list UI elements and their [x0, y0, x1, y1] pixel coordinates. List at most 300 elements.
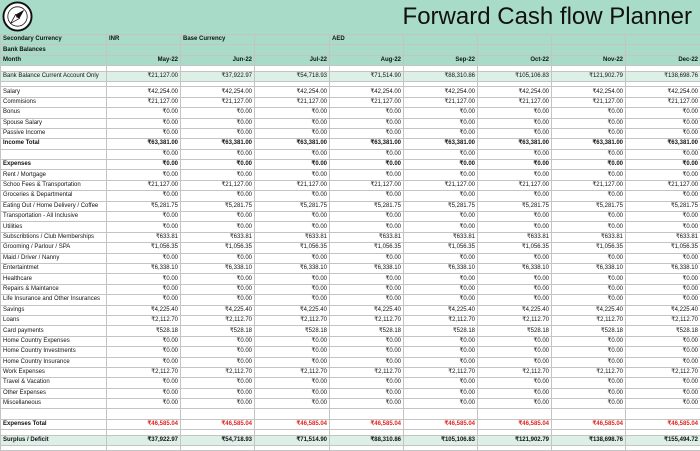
- value-cell[interactable]: ₹0.00: [626, 347, 700, 357]
- value-cell[interactable]: ₹0.00: [552, 128, 626, 138]
- value-cell[interactable]: [255, 35, 330, 45]
- value-cell[interactable]: ₹0.00: [107, 399, 181, 409]
- value-cell[interactable]: Oct-22: [478, 55, 552, 65]
- value-cell[interactable]: ₹0.00: [181, 347, 255, 357]
- value-cell[interactable]: ₹0.00: [107, 295, 181, 305]
- value-cell[interactable]: ₹0.00: [552, 212, 626, 222]
- value-cell[interactable]: ₹2,112.70: [478, 367, 552, 377]
- value-cell[interactable]: ₹105,106.83: [478, 71, 552, 81]
- value-cell[interactable]: ₹0.00: [255, 399, 330, 409]
- row-label-cell[interactable]: Bank Balance Current Account Only: [1, 71, 107, 81]
- row-label-cell[interactable]: [1, 446, 107, 451]
- value-cell[interactable]: ₹6,338.10: [330, 263, 404, 273]
- value-cell[interactable]: ₹0.00: [255, 212, 330, 222]
- value-cell[interactable]: ₹0.00: [626, 170, 700, 180]
- row-label-cell[interactable]: Repairs & Maintance: [1, 284, 107, 294]
- value-cell[interactable]: ₹0.00: [404, 222, 478, 232]
- value-cell[interactable]: ₹63,381.00: [404, 139, 478, 149]
- value-cell[interactable]: ₹0.00: [107, 149, 181, 159]
- value-cell[interactable]: ₹0.00: [404, 378, 478, 388]
- value-cell[interactable]: ₹42,254.00: [181, 87, 255, 97]
- value-cell[interactable]: ₹0.00: [181, 388, 255, 398]
- value-cell[interactable]: ₹528.18: [107, 326, 181, 336]
- row-label-cell[interactable]: Salary: [1, 87, 107, 97]
- value-cell[interactable]: ₹0.00: [404, 274, 478, 284]
- value-cell[interactable]: ₹0.00: [626, 357, 700, 367]
- value-cell[interactable]: ₹0.00: [255, 388, 330, 398]
- value-cell[interactable]: ₹0.00: [181, 378, 255, 388]
- value-cell[interactable]: ₹0.00: [255, 160, 330, 170]
- value-cell[interactable]: ₹0.00: [330, 284, 404, 294]
- value-cell[interactable]: ₹4,225.40: [404, 305, 478, 315]
- value-cell[interactable]: ₹528.18: [330, 326, 404, 336]
- value-cell[interactable]: ₹0.00: [478, 128, 552, 138]
- value-cell[interactable]: ₹0.00: [404, 295, 478, 305]
- value-cell[interactable]: ₹4,225.40: [107, 305, 181, 315]
- value-cell[interactable]: ₹0.00: [107, 170, 181, 180]
- value-cell[interactable]: ₹0.00: [478, 295, 552, 305]
- value-cell[interactable]: ₹0.00: [107, 108, 181, 118]
- value-cell[interactable]: ₹1,056.35: [255, 243, 330, 253]
- value-cell[interactable]: ₹1,056.35: [181, 243, 255, 253]
- value-cell[interactable]: [478, 35, 552, 45]
- value-cell[interactable]: Nov-22: [552, 55, 626, 65]
- value-cell[interactable]: ₹0.00: [181, 128, 255, 138]
- row-label-cell[interactable]: Miscellaneous: [1, 399, 107, 409]
- row-label-cell[interactable]: Bonus: [1, 108, 107, 118]
- value-cell[interactable]: ₹5,281.75: [330, 201, 404, 211]
- value-cell[interactable]: ₹0.00: [107, 388, 181, 398]
- value-cell[interactable]: ₹0.00: [107, 357, 181, 367]
- value-cell[interactable]: ₹5,281.75: [404, 201, 478, 211]
- value-cell[interactable]: ₹46,585.04: [255, 419, 330, 429]
- value-cell[interactable]: [255, 409, 330, 419]
- value-cell[interactable]: ₹0.00: [181, 170, 255, 180]
- value-cell[interactable]: ₹6,338.10: [181, 263, 255, 273]
- value-cell[interactable]: ₹5,281.75: [552, 201, 626, 211]
- value-cell[interactable]: ₹0.00: [330, 347, 404, 357]
- value-cell[interactable]: ₹21,127.00: [626, 180, 700, 190]
- row-label-cell[interactable]: Passive Income: [1, 128, 107, 138]
- value-cell[interactable]: ₹0.00: [626, 149, 700, 159]
- value-cell[interactable]: ₹21,127.00: [330, 97, 404, 107]
- row-label-cell[interactable]: Month: [1, 55, 107, 65]
- value-cell[interactable]: ₹138,698.76: [552, 435, 626, 445]
- value-cell[interactable]: ₹0.00: [478, 212, 552, 222]
- value-cell[interactable]: ₹46,585.04: [107, 419, 181, 429]
- value-cell[interactable]: ₹4,225.40: [330, 305, 404, 315]
- value-cell[interactable]: ₹528.18: [478, 326, 552, 336]
- value-cell[interactable]: ₹0.00: [626, 222, 700, 232]
- value-cell[interactable]: ₹0.00: [552, 347, 626, 357]
- value-cell[interactable]: ₹0.00: [255, 347, 330, 357]
- value-cell[interactable]: [478, 45, 552, 55]
- value-cell[interactable]: ₹2,112.70: [255, 367, 330, 377]
- value-cell[interactable]: ₹0.00: [478, 399, 552, 409]
- value-cell[interactable]: ₹0.00: [404, 388, 478, 398]
- value-cell[interactable]: ₹0.00: [552, 108, 626, 118]
- value-cell[interactable]: ₹105,106.83: [404, 435, 478, 445]
- value-cell[interactable]: ₹528.18: [404, 326, 478, 336]
- value-cell[interactable]: ₹0.00: [181, 108, 255, 118]
- value-cell[interactable]: ₹0.00: [255, 191, 330, 201]
- value-cell[interactable]: ₹21,127.00: [552, 97, 626, 107]
- value-cell[interactable]: ₹0.00: [552, 284, 626, 294]
- value-cell[interactable]: [626, 35, 700, 45]
- value-cell[interactable]: ₹0.00: [107, 378, 181, 388]
- value-cell[interactable]: ₹2,112.70: [404, 367, 478, 377]
- value-cell[interactable]: ₹63,381.00: [626, 139, 700, 149]
- row-label-cell[interactable]: Income Total: [1, 139, 107, 149]
- value-cell[interactable]: ₹21,127.00: [404, 180, 478, 190]
- value-cell[interactable]: ₹633.81: [404, 232, 478, 242]
- value-cell[interactable]: ₹2,112.70: [626, 367, 700, 377]
- value-cell[interactable]: ₹0.00: [478, 388, 552, 398]
- value-cell[interactable]: [404, 35, 478, 45]
- value-cell[interactable]: ₹0.00: [478, 118, 552, 128]
- value-cell[interactable]: ₹2,112.70: [552, 367, 626, 377]
- value-cell[interactable]: ₹0.00: [478, 160, 552, 170]
- value-cell[interactable]: [478, 446, 552, 451]
- value-cell[interactable]: [107, 409, 181, 419]
- value-cell[interactable]: ₹21,127.00: [552, 180, 626, 190]
- value-cell[interactable]: ₹633.81: [552, 232, 626, 242]
- value-cell[interactable]: ₹0.00: [404, 108, 478, 118]
- value-cell[interactable]: ₹0.00: [107, 160, 181, 170]
- value-cell[interactable]: ₹0.00: [478, 274, 552, 284]
- value-cell[interactable]: ₹0.00: [478, 191, 552, 201]
- value-cell[interactable]: ₹0.00: [181, 253, 255, 263]
- value-cell[interactable]: ₹0.00: [626, 253, 700, 263]
- value-cell[interactable]: ₹4,225.40: [552, 305, 626, 315]
- value-cell[interactable]: ₹6,338.10: [552, 263, 626, 273]
- value-cell[interactable]: ₹0.00: [330, 357, 404, 367]
- value-cell[interactable]: ₹4,225.40: [626, 305, 700, 315]
- value-cell[interactable]: ₹0.00: [330, 212, 404, 222]
- value-cell[interactable]: ₹0.00: [181, 149, 255, 159]
- value-cell[interactable]: ₹0.00: [404, 170, 478, 180]
- value-cell[interactable]: ₹0.00: [478, 108, 552, 118]
- value-cell[interactable]: ₹46,585.04: [478, 419, 552, 429]
- value-cell[interactable]: ₹0.00: [181, 222, 255, 232]
- value-cell[interactable]: ₹63,381.00: [552, 139, 626, 149]
- value-cell[interactable]: ₹5,281.75: [626, 201, 700, 211]
- value-cell[interactable]: Base Currency: [181, 35, 255, 45]
- row-label-cell[interactable]: Expenses Total: [1, 419, 107, 429]
- value-cell[interactable]: ₹0.00: [404, 191, 478, 201]
- value-cell[interactable]: ₹42,254.00: [404, 87, 478, 97]
- value-cell[interactable]: ₹0.00: [330, 274, 404, 284]
- value-cell[interactable]: ₹0.00: [330, 378, 404, 388]
- value-cell[interactable]: ₹0.00: [404, 212, 478, 222]
- value-cell[interactable]: ₹4,225.40: [255, 305, 330, 315]
- value-cell[interactable]: ₹2,112.70: [107, 315, 181, 325]
- value-cell[interactable]: ₹4,225.40: [181, 305, 255, 315]
- value-cell[interactable]: ₹1,056.35: [330, 243, 404, 253]
- value-cell[interactable]: ₹0.00: [552, 295, 626, 305]
- value-cell[interactable]: ₹0.00: [552, 399, 626, 409]
- value-cell[interactable]: ₹21,127.00: [255, 180, 330, 190]
- value-cell[interactable]: ₹71,514.90: [255, 435, 330, 445]
- value-cell[interactable]: ₹633.81: [107, 232, 181, 242]
- value-cell[interactable]: ₹6,338.10: [626, 263, 700, 273]
- row-label-cell[interactable]: Life Insurance and Other Insurances: [1, 295, 107, 305]
- value-cell[interactable]: [404, 45, 478, 55]
- value-cell[interactable]: ₹0.00: [552, 149, 626, 159]
- value-cell[interactable]: ₹0.00: [404, 128, 478, 138]
- value-cell[interactable]: [552, 446, 626, 451]
- value-cell[interactable]: ₹42,254.00: [626, 87, 700, 97]
- row-label-cell[interactable]: Expenses: [1, 160, 107, 170]
- value-cell[interactable]: ₹0.00: [181, 191, 255, 201]
- value-cell[interactable]: [552, 45, 626, 55]
- value-cell[interactable]: ₹21,127.00: [107, 180, 181, 190]
- row-label-cell[interactable]: Savings: [1, 305, 107, 315]
- value-cell[interactable]: ₹0.00: [255, 274, 330, 284]
- value-cell[interactable]: Sep-22: [404, 55, 478, 65]
- value-cell[interactable]: ₹5,281.75: [478, 201, 552, 211]
- value-cell[interactable]: ₹0.00: [107, 253, 181, 263]
- value-cell[interactable]: ₹0.00: [404, 118, 478, 128]
- row-label-cell[interactable]: Schoo Fees & Transportation: [1, 180, 107, 190]
- row-label-cell[interactable]: Other Expenses: [1, 388, 107, 398]
- value-cell[interactable]: [626, 446, 700, 451]
- value-cell[interactable]: ₹0.00: [107, 118, 181, 128]
- value-cell[interactable]: ₹633.81: [255, 232, 330, 242]
- value-cell[interactable]: ₹54,718.93: [255, 71, 330, 81]
- value-cell[interactable]: ₹2,112.70: [404, 315, 478, 325]
- value-cell[interactable]: ₹0.00: [552, 118, 626, 128]
- value-cell[interactable]: ₹0.00: [330, 253, 404, 263]
- value-cell[interactable]: ₹0.00: [330, 295, 404, 305]
- row-label-cell[interactable]: Rent / Mortgage: [1, 170, 107, 180]
- value-cell[interactable]: ₹54,718.93: [181, 435, 255, 445]
- value-cell[interactable]: ₹6,338.10: [255, 263, 330, 273]
- value-cell[interactable]: ₹42,254.00: [478, 87, 552, 97]
- value-cell[interactable]: ₹0.00: [330, 118, 404, 128]
- value-cell[interactable]: ₹0.00: [552, 191, 626, 201]
- value-cell[interactable]: [330, 409, 404, 419]
- row-label-cell[interactable]: Home Country Investments: [1, 347, 107, 357]
- value-cell[interactable]: ₹0.00: [552, 253, 626, 263]
- value-cell[interactable]: ₹88,310.86: [330, 435, 404, 445]
- row-label-cell[interactable]: Home Country Insurance: [1, 357, 107, 367]
- value-cell[interactable]: ₹121,902.79: [552, 71, 626, 81]
- row-label-cell[interactable]: Groceries & Departmental: [1, 191, 107, 201]
- value-cell[interactable]: ₹0.00: [255, 118, 330, 128]
- row-label-cell[interactable]: Work Expenses: [1, 367, 107, 377]
- value-cell[interactable]: ₹46,585.04: [330, 419, 404, 429]
- value-cell[interactable]: ₹0.00: [255, 284, 330, 294]
- row-label-cell[interactable]: [1, 149, 107, 159]
- value-cell[interactable]: ₹42,254.00: [255, 87, 330, 97]
- value-cell[interactable]: ₹0.00: [255, 128, 330, 138]
- value-cell[interactable]: ₹4,225.40: [478, 305, 552, 315]
- value-cell[interactable]: ₹0.00: [255, 149, 330, 159]
- row-label-cell[interactable]: Healthcare: [1, 274, 107, 284]
- value-cell[interactable]: [255, 446, 330, 451]
- value-cell[interactable]: Dec-22: [626, 55, 700, 65]
- value-cell[interactable]: ₹0.00: [330, 128, 404, 138]
- value-cell[interactable]: ₹0.00: [626, 160, 700, 170]
- value-cell[interactable]: ₹0.00: [107, 191, 181, 201]
- value-cell[interactable]: ₹0.00: [255, 336, 330, 346]
- value-cell[interactable]: ₹0.00: [181, 336, 255, 346]
- row-label-cell[interactable]: Travel & Vacation: [1, 378, 107, 388]
- value-cell[interactable]: ₹0.00: [181, 284, 255, 294]
- value-cell[interactable]: ₹0.00: [626, 284, 700, 294]
- row-label-cell[interactable]: Secondary Currency: [1, 35, 107, 45]
- value-cell[interactable]: ₹121,902.79: [478, 435, 552, 445]
- value-cell[interactable]: ₹0.00: [107, 284, 181, 294]
- value-cell[interactable]: ₹633.81: [626, 232, 700, 242]
- value-cell[interactable]: ₹0.00: [107, 347, 181, 357]
- row-label-cell[interactable]: Bank Balances: [1, 45, 107, 55]
- value-cell[interactable]: ₹0.00: [404, 357, 478, 367]
- value-cell[interactable]: ₹0.00: [330, 388, 404, 398]
- value-cell[interactable]: ₹88,310.86: [404, 71, 478, 81]
- value-cell[interactable]: ₹0.00: [626, 274, 700, 284]
- value-cell[interactable]: ₹46,585.04: [626, 419, 700, 429]
- value-cell[interactable]: ₹37,922.97: [181, 71, 255, 81]
- value-cell[interactable]: ₹0.00: [478, 357, 552, 367]
- value-cell[interactable]: ₹0.00: [478, 149, 552, 159]
- value-cell[interactable]: ₹5,281.75: [181, 201, 255, 211]
- value-cell[interactable]: May-22: [107, 55, 181, 65]
- value-cell[interactable]: ₹2,112.70: [626, 315, 700, 325]
- value-cell[interactable]: ₹0.00: [478, 336, 552, 346]
- value-cell[interactable]: ₹0.00: [404, 399, 478, 409]
- value-cell[interactable]: ₹0.00: [255, 170, 330, 180]
- value-cell[interactable]: ₹0.00: [255, 222, 330, 232]
- value-cell[interactable]: ₹1,056.35: [552, 243, 626, 253]
- value-cell[interactable]: ₹0.00: [107, 128, 181, 138]
- value-cell[interactable]: ₹1,056.35: [478, 243, 552, 253]
- value-cell[interactable]: ₹0.00: [330, 222, 404, 232]
- value-cell[interactable]: ₹2,112.70: [107, 367, 181, 377]
- value-cell[interactable]: ₹0.00: [626, 212, 700, 222]
- row-label-cell[interactable]: Loans: [1, 315, 107, 325]
- value-cell[interactable]: ₹6,338.10: [478, 263, 552, 273]
- value-cell[interactable]: ₹21,127.00: [404, 97, 478, 107]
- value-cell[interactable]: [255, 45, 330, 55]
- value-cell[interactable]: ₹0.00: [330, 108, 404, 118]
- value-cell[interactable]: ₹0.00: [552, 388, 626, 398]
- value-cell[interactable]: AED: [330, 35, 404, 45]
- value-cell[interactable]: ₹0.00: [181, 118, 255, 128]
- value-cell[interactable]: ₹0.00: [552, 274, 626, 284]
- value-cell[interactable]: ₹0.00: [255, 357, 330, 367]
- value-cell[interactable]: ₹0.00: [107, 222, 181, 232]
- value-cell[interactable]: ₹0.00: [330, 191, 404, 201]
- value-cell[interactable]: ₹0.00: [181, 274, 255, 284]
- value-cell[interactable]: ₹42,254.00: [552, 87, 626, 97]
- value-cell[interactable]: ₹528.18: [255, 326, 330, 336]
- value-cell[interactable]: ₹21,127.00: [107, 71, 181, 81]
- value-cell[interactable]: ₹0.00: [478, 347, 552, 357]
- value-cell[interactable]: [626, 45, 700, 55]
- value-cell[interactable]: Jun-22: [181, 55, 255, 65]
- value-cell[interactable]: ₹0.00: [107, 274, 181, 284]
- value-cell[interactable]: ₹0.00: [478, 253, 552, 263]
- value-cell[interactable]: ₹0.00: [552, 222, 626, 232]
- value-cell[interactable]: ₹63,381.00: [478, 139, 552, 149]
- row-label-cell[interactable]: [1, 409, 107, 419]
- value-cell[interactable]: [330, 446, 404, 451]
- value-cell[interactable]: ₹2,112.70: [330, 315, 404, 325]
- value-cell[interactable]: ₹0.00: [181, 160, 255, 170]
- value-cell[interactable]: [626, 409, 700, 419]
- value-cell[interactable]: ₹6,338.10: [404, 263, 478, 273]
- value-cell[interactable]: ₹2,112.70: [181, 315, 255, 325]
- value-cell[interactable]: ₹0.00: [107, 212, 181, 222]
- row-label-cell[interactable]: Eating Out / Home Delivery / Coffee: [1, 201, 107, 211]
- value-cell[interactable]: ₹528.18: [552, 326, 626, 336]
- value-cell[interactable]: ₹0.00: [404, 284, 478, 294]
- value-cell[interactable]: ₹0.00: [626, 295, 700, 305]
- value-cell[interactable]: ₹5,281.75: [255, 201, 330, 211]
- value-cell[interactable]: ₹63,381.00: [330, 139, 404, 149]
- value-cell[interactable]: ₹0.00: [404, 347, 478, 357]
- value-cell[interactable]: ₹1,056.35: [107, 243, 181, 253]
- value-cell[interactable]: ₹2,112.70: [478, 315, 552, 325]
- value-cell[interactable]: ₹0.00: [626, 128, 700, 138]
- value-cell[interactable]: ₹63,381.00: [181, 139, 255, 149]
- value-cell[interactable]: [404, 446, 478, 451]
- value-cell[interactable]: ₹2,112.70: [330, 367, 404, 377]
- value-cell[interactable]: ₹0.00: [478, 378, 552, 388]
- value-cell[interactable]: ₹0.00: [181, 212, 255, 222]
- value-cell[interactable]: ₹0.00: [552, 378, 626, 388]
- value-cell[interactable]: [107, 45, 181, 55]
- value-cell[interactable]: ₹21,127.00: [255, 97, 330, 107]
- value-cell[interactable]: ₹21,127.00: [330, 180, 404, 190]
- value-cell[interactable]: ₹21,127.00: [478, 97, 552, 107]
- value-cell[interactable]: ₹5,281.75: [107, 201, 181, 211]
- value-cell[interactable]: ₹6,338.10: [107, 263, 181, 273]
- value-cell[interactable]: ₹0.00: [404, 160, 478, 170]
- value-cell[interactable]: ₹42,254.00: [330, 87, 404, 97]
- value-cell[interactable]: ₹0.00: [330, 170, 404, 180]
- value-cell[interactable]: ₹0.00: [330, 336, 404, 346]
- value-cell[interactable]: ₹155,494.72: [626, 435, 700, 445]
- value-cell[interactable]: ₹2,112.70: [552, 315, 626, 325]
- value-cell[interactable]: ₹2,112.70: [255, 315, 330, 325]
- row-label-cell[interactable]: Transportation - All Inclusive: [1, 212, 107, 222]
- row-label-cell[interactable]: Surplus / Deficit: [1, 435, 107, 445]
- value-cell[interactable]: ₹1,056.35: [404, 243, 478, 253]
- row-label-cell[interactable]: Grooming / Parlour / SPA: [1, 243, 107, 253]
- value-cell[interactable]: ₹528.18: [181, 326, 255, 336]
- value-cell[interactable]: ₹21,127.00: [107, 97, 181, 107]
- value-cell[interactable]: ₹0.00: [626, 378, 700, 388]
- value-cell[interactable]: ₹0.00: [330, 399, 404, 409]
- value-cell[interactable]: ₹46,585.04: [181, 419, 255, 429]
- value-cell[interactable]: ₹0.00: [552, 357, 626, 367]
- value-cell[interactable]: ₹46,585.04: [552, 419, 626, 429]
- value-cell[interactable]: ₹21,127.00: [181, 97, 255, 107]
- value-cell[interactable]: ₹63,381.00: [255, 139, 330, 149]
- value-cell[interactable]: ₹0.00: [552, 160, 626, 170]
- value-cell[interactable]: ₹633.81: [478, 232, 552, 242]
- value-cell[interactable]: ₹0.00: [626, 336, 700, 346]
- value-cell[interactable]: ₹0.00: [404, 336, 478, 346]
- value-cell[interactable]: [478, 409, 552, 419]
- value-cell[interactable]: ₹0.00: [626, 388, 700, 398]
- value-cell[interactable]: ₹63,381.00: [107, 139, 181, 149]
- value-cell[interactable]: [181, 409, 255, 419]
- row-label-cell[interactable]: Entertaintmet: [1, 263, 107, 273]
